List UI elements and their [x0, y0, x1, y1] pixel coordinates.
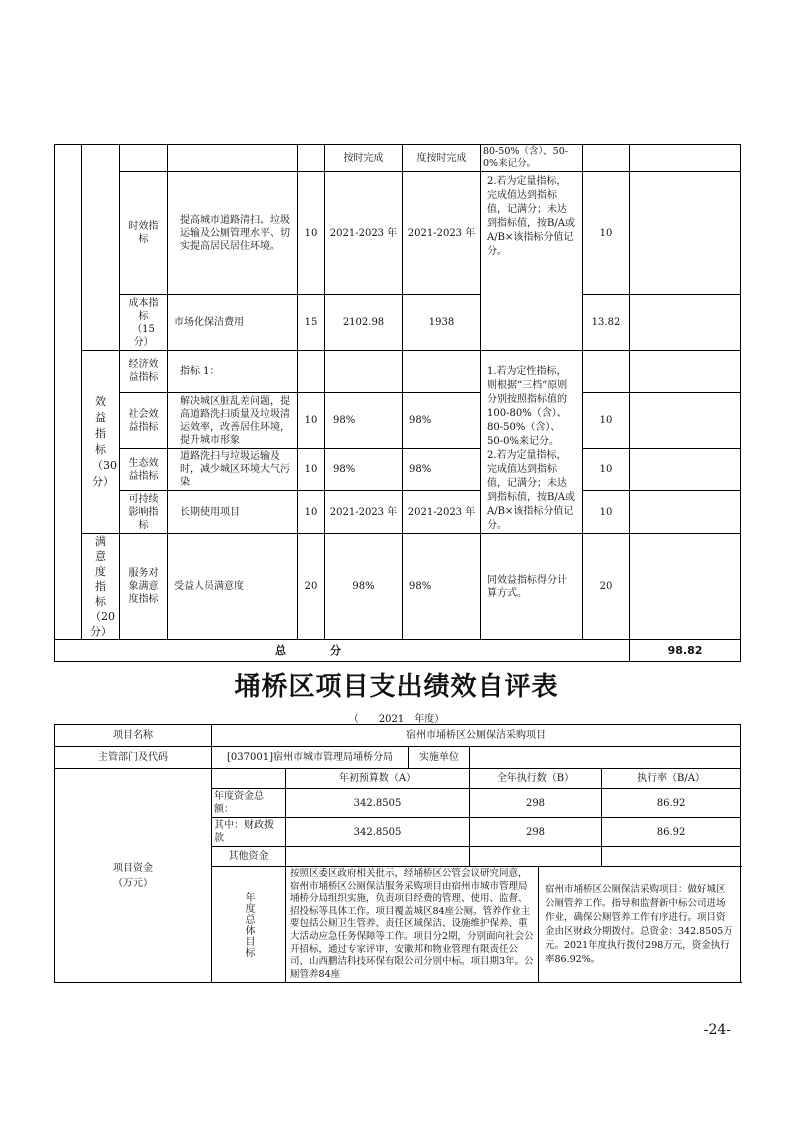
actual-cell: 度按时完成	[403, 145, 481, 172]
outer-label-cell	[55, 145, 82, 640]
performance-indicator-table	[54, 144, 741, 662]
satisfaction-label: 服务对象满意度指标	[120, 534, 168, 640]
quant-method-cell: 2.若为定量指标，完成值达到指标值，记满分；未达到指标值，按B/A或A/B×该指标分值记分。	[481, 172, 583, 351]
eco-env-label: 生态效益指标	[120, 449, 168, 491]
col-exec-header: 全年执行数（B）	[470, 769, 602, 789]
goal-label: 年度总体目标	[212, 867, 286, 983]
funds-row-rate: 86.92	[602, 789, 741, 818]
eco-env-actual: 98%	[403, 449, 481, 491]
year-label: （ 2021 年度）	[348, 714, 445, 725]
goal-actual: 宿州市埇桥区公厕保洁采购项目：做好城区公厕管养工作。指导和监督新中标公司进场作业，确保公厕管养工作有序进行。项目资金由区财政分期拨付。总资金：342.8505万元。2021年度执行拨付298万元，资金执行率86.92%。	[539, 867, 741, 983]
goal-plan: 按照区委区政府相关批示，经埇桥区公管会议研究同意，宿州市埇桥区公厕保洁服务采购项目由宿州市城市管理局埇桥分局组织实施，负责项目经费的管理、使用、监督、招投标等具体工作。项目覆盖城区84座公厕。管养作业主要包括公厕卫生管养、责任区域保洁、设施维护保养、重大活动应急任务保障等工作。项目分2期，分别面向社会公开招标，通过专家评审，安徽邦和物业管理有限责任公司、山西鹏洁科技环保有限公司分别中标。项目期3年。公厕管养84座	[286, 867, 539, 983]
eco-env-score: 10	[583, 449, 630, 491]
funds-row-rate	[602, 847, 741, 867]
funds-row-label: 其中：财政拨款	[212, 818, 286, 847]
timeliness-content: 提高城市道路清扫、垃圾运输及公厕管理水平、切实提高居民居住环境。	[168, 172, 298, 295]
eco-env-weight: 10	[298, 449, 325, 491]
dept-value: [037001]宿州市城市管理局埇桥分局	[212, 747, 409, 769]
funds-row-label: 年度资金总额：	[212, 789, 286, 818]
timeliness-actual: 2021-2023 年	[403, 172, 481, 295]
project-expenditure-table	[54, 724, 741, 983]
satisfaction-score: 20	[583, 534, 630, 640]
timeliness-score: 10	[583, 172, 630, 295]
page-title: 埇桥区项目支出绩效自评表	[234, 672, 559, 702]
timeliness-weight: 10	[298, 172, 325, 295]
benefit-method-cell: 1.若为定性指标，则根据“三档”原则分别按照指标值的100-80%（含）、80-50%（含）、50-0%来记分。 2.若为定量指标，完成值达到指标值，记满分；未达到指标值，按B/A或A/B×该指标分值记分。	[481, 351, 583, 534]
funds-row-exec: 298	[470, 789, 602, 818]
social-content: 解决城区脏乱差问题，提高道路洗扫质量及垃圾清运效率，改善居住环境，提升城市形象	[168, 392, 298, 448]
cost-label: 成本指标（15分）	[120, 295, 168, 351]
sustain-label: 可持续影响指标	[120, 491, 168, 534]
timeliness-target: 2021-2023 年	[325, 172, 403, 295]
sustain-score: 10	[583, 491, 630, 534]
project-name-value: 宿州市埇桥区公厕保洁采购项目	[212, 725, 741, 747]
col-budget-header: 年初预算数（A）	[286, 769, 470, 789]
sustain-weight: 10	[298, 491, 325, 534]
satisfaction-weight: 20	[298, 534, 325, 640]
sustain-content: 长期使用项目	[168, 491, 298, 534]
satisfaction-actual: 98%	[403, 534, 481, 640]
funds-row-exec	[470, 847, 602, 867]
social-target: 98%	[325, 392, 403, 448]
social-label: 社会效益指标	[120, 392, 168, 448]
satisfaction-target: 98%	[325, 534, 403, 640]
target-cell: 按时完成	[325, 145, 403, 172]
cost-content: 市场化保洁费用	[168, 295, 298, 351]
cost-actual: 1938	[403, 295, 481, 351]
economic-content: 指标 1：	[168, 351, 298, 393]
sustain-actual: 2021-2023 年	[403, 491, 481, 534]
cost-weight: 15	[298, 295, 325, 351]
funds-label: 项目资金 （万元）	[55, 769, 212, 983]
impl-label: 实施单位	[409, 747, 470, 769]
project-name-label: 项目名称	[55, 725, 212, 747]
eco-env-content: 道路洗扫与垃圾运输及时，减少城区环境大气污染	[168, 449, 298, 491]
satisfaction-group-label: 满意度指标（20分）	[82, 534, 120, 640]
funds-row-budget: 342.8505	[286, 789, 470, 818]
col-rate-header: 执行率（B/A）	[602, 769, 741, 789]
benefit-group-label: 效益指标（30分）	[82, 351, 120, 534]
output-group-cell	[82, 145, 120, 351]
dept-label: 主管部门及代码	[55, 747, 212, 769]
total-label: 总 分	[55, 640, 630, 662]
funds-row-rate: 86.92	[602, 818, 741, 847]
cost-target: 2102.98	[325, 295, 403, 351]
satisfaction-method: 同效益指标得分计算方式。	[481, 534, 583, 640]
social-score: 10	[583, 392, 630, 448]
funds-row-budget	[286, 847, 470, 867]
sustain-target: 2021-2023 年	[325, 491, 403, 534]
impl-value	[470, 747, 741, 769]
funds-row-label: 其他资金	[212, 847, 286, 867]
timeliness-label: 时效指标	[120, 172, 168, 295]
economic-label: 经济效益指标	[120, 351, 168, 393]
funds-row-exec: 298	[470, 818, 602, 847]
total-score: 98.82	[630, 640, 741, 662]
cost-score: 13.82	[583, 295, 630, 351]
satisfaction-content: 受益人员满意度	[168, 534, 298, 640]
social-actual: 98%	[403, 392, 481, 448]
funds-row-budget: 342.8505	[286, 818, 470, 847]
social-weight: 10	[298, 392, 325, 448]
eco-env-target: 98%	[325, 449, 403, 491]
page-number: -24-	[703, 1022, 731, 1038]
method-cell: 80-50%（含）、50-0%来记分。	[481, 145, 583, 172]
